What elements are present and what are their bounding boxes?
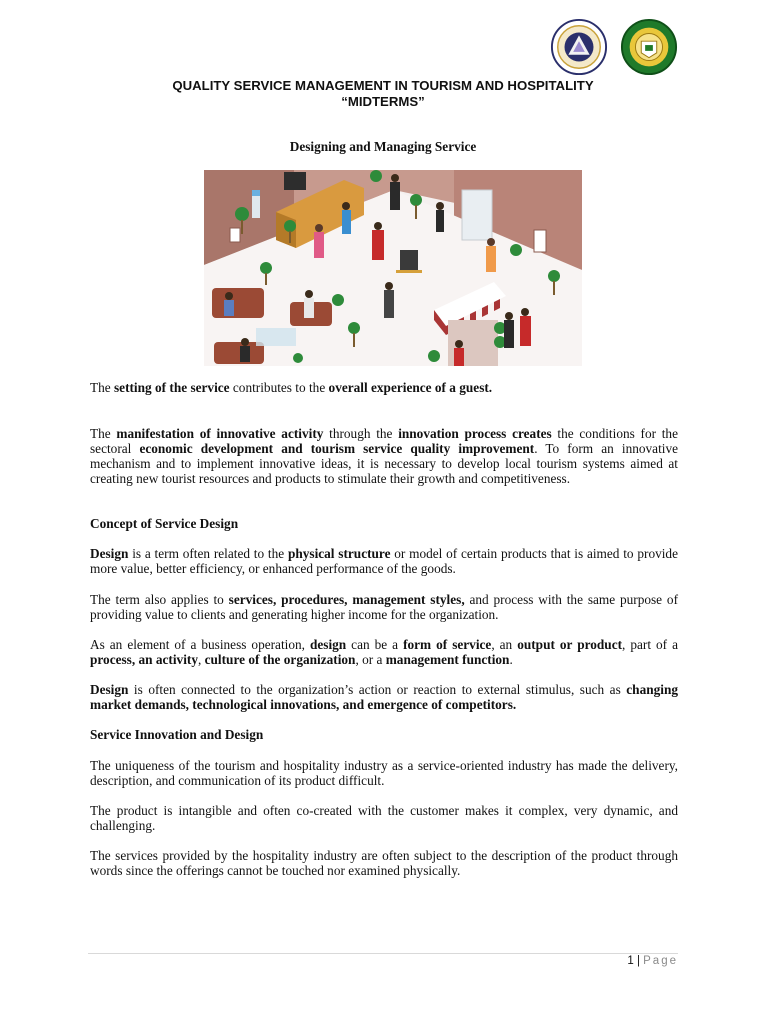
- text-run: . To form an innovative mechanism and to implement innovative ideas, it is necessary to develop local tourism systems aimed at creating new tourist resources and products to stimulate their growth and competitiveness.: [90, 441, 679, 486]
- paragraph-term-applies: [90, 592, 678, 622]
- text-run: can be a: [346, 637, 404, 652]
- page-separator: |: [633, 955, 644, 967]
- text-run: the conditions for the sectoral: [90, 426, 678, 456]
- paragraph-intangible-product: [90, 803, 678, 833]
- bold-text-run: culture of the organization: [204, 652, 356, 667]
- text-run: As an element of a business operation,: [90, 637, 310, 652]
- bold-text-run: manifestation of innovative activity: [116, 426, 324, 441]
- text-run: is often connected to the organization’s action or reaction to external stimulus, such as: [128, 682, 627, 697]
- title-line-1: QUALITY SERVICE MANAGEMENT IN TOURISM AND HOSPITALITY: [172, 78, 594, 93]
- text-run: The: [90, 380, 114, 395]
- paragraph-external-stimulus: [90, 682, 678, 712]
- university-seal-icon: [620, 18, 678, 76]
- text-run: and process with the same purpose of providing value to clients and generating higher income for the organization.: [90, 592, 678, 622]
- bold-text-run: design: [309, 637, 347, 652]
- page-footer: [400, 955, 678, 967]
- bold-text-run: Design: [90, 546, 129, 561]
- bold-text-run: process, an activity: [90, 652, 198, 667]
- paragraph-business-element: [90, 637, 678, 667]
- text-run: The term also applies to: [90, 592, 229, 607]
- header-logos: [550, 18, 680, 78]
- paragraph-service-setting: [90, 380, 678, 395]
- heading-service-innovation-and-design: Service Innovation and Design: [90, 727, 264, 742]
- bold-text-run: changing market demands, technological innovations, and emergence of competitors.: [90, 682, 678, 712]
- text-run: The product is intangible and often co-created with the customer makes it complex, very dynamic, and challenging.: [90, 803, 678, 833]
- text-run: The: [90, 426, 117, 441]
- paragraph-services-described: [90, 848, 678, 878]
- bold-text-run: services, procedures, management styles,: [228, 592, 465, 607]
- text-run: , part of a: [622, 637, 678, 652]
- section-subtitle: Designing and Managing Service: [289, 139, 477, 154]
- text-run: or model of certain products that is aimed to provide more value, better efficiency, or enhanced performance of the goods.: [90, 546, 678, 576]
- title-line-2: “MIDTERMS”: [341, 94, 425, 109]
- text-run: , or a: [355, 652, 386, 667]
- footer-divider: [88, 953, 678, 954]
- heading-concept-of-service-design: Concept of Service Design: [90, 516, 239, 531]
- bold-text-run: form of service: [403, 637, 492, 652]
- text-run: The uniqueness of the tourism and hospitality industry as a service-oriented industry has made the delivery, description, and communication of its product difficult.: [90, 758, 678, 788]
- bold-text-run: setting of the service: [114, 380, 230, 395]
- text-run: ,: [197, 652, 205, 667]
- page-label: Page: [643, 955, 678, 967]
- page-number: 1: [627, 955, 634, 967]
- bold-text-run: innovation process creates: [398, 426, 552, 441]
- bold-text-run: output or product: [517, 637, 623, 652]
- text-run: .: [509, 652, 513, 667]
- bold-text-run: Design: [90, 682, 129, 697]
- text-run: is a term often related to the: [128, 546, 288, 561]
- text-run: contributes to the: [229, 380, 329, 395]
- bold-text-run: economic development and tourism service quality improvement: [139, 441, 535, 456]
- text-run: , an: [491, 637, 518, 652]
- text-run: The services provided by the hospitality industry are often subject to the description of the product through words since the offerings cannot be touched nor examined physically.: [90, 848, 678, 878]
- paragraph-innovative-activity: [90, 426, 678, 486]
- hotel-lobby-illustration: [204, 170, 582, 366]
- document-title: [88, 78, 678, 110]
- bold-text-run: overall experience of a guest.: [328, 380, 493, 395]
- paragraph-design-definition: [90, 546, 678, 576]
- text-run: through the: [323, 426, 399, 441]
- bold-text-run: physical structure: [287, 546, 391, 561]
- bold-text-run: management function: [385, 652, 510, 667]
- college-seal-icon: [550, 18, 608, 76]
- paragraph-uniqueness: [90, 758, 678, 788]
